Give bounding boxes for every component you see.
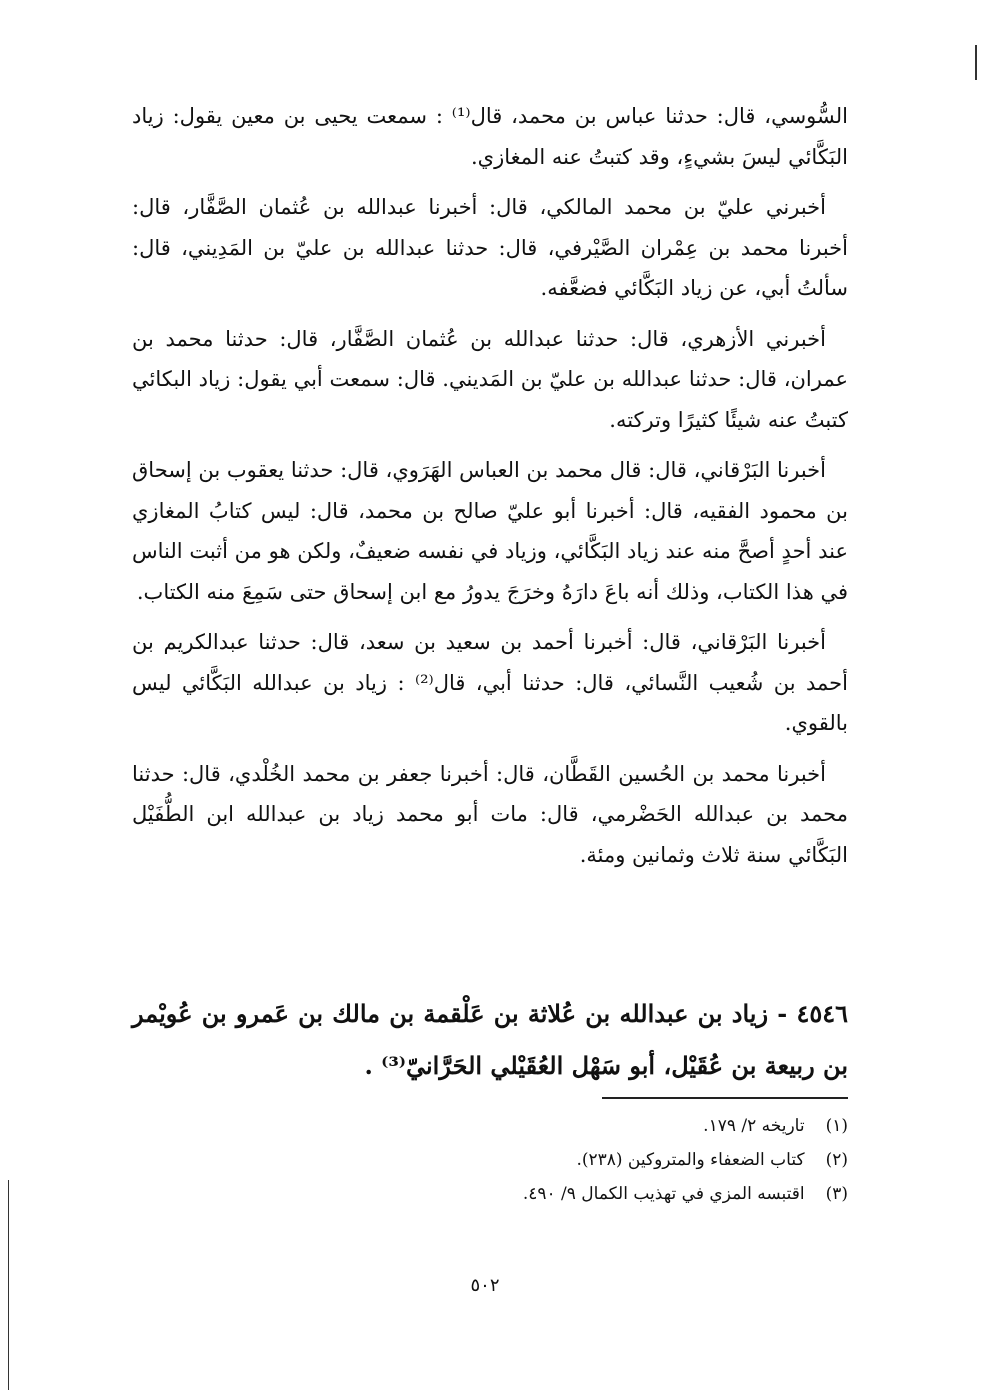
biography-entry-heading <box>132 988 848 1092</box>
main-text <box>132 96 848 885</box>
scan-edge-mark-left <box>8 1180 9 1390</box>
footnotes <box>300 1109 848 1211</box>
footnote <box>300 1143 848 1177</box>
paragraph: أخبرنا محمد بن الحُسين القَطَّان، قال: أخبرنا جعفر بن محمد الخُلْدي، قال: حدثنا محمد بن عبدالله الحَضْرمي، قال: مات أبو محمد زياد بن عبدالله ابن الطُّفَيْل البَكَّائي سنة ثلاث وثمانين ومئة. <box>132 761 848 867</box>
page-number: ٥٠٢ <box>470 1275 500 1296</box>
entry-title: - زياد بن عبدالله بن عُلاثة بن عَلْقمة بن مالك بن عَمرو بن عُويْمر بن ربيعة بن عُقَيْل، أبو سَهْل العُقَيْلي الحَرَّانيّ⁽³⁾ . <box>132 999 848 1080</box>
entry-number: ٤٥٤٦ <box>796 999 848 1028</box>
paragraph: أخبرنا البَرْقاني، قال: قال محمد بن العباس الهَرَوي، قال: حدثنا يعقوب بن إسحاق بن محمود الفقيه، قال: أخبرنا أبو عليّ صالح بن محمد، قال: ليس كتابُ المغازي عند أحدٍ أصحَّ منه عند زياد البَكَّائي، وزياد في نفسه ضعيفٌ، ولكن هو من أثبت الناس في هذا الكتاب، وذلك أنه باعَ دارَهُ وخرَجَ يدورُ مع ابن إسحاق حتى سَمِعَ منه الكتاب. <box>132 458 848 604</box>
footnote-number: (٣) <box>825 1184 848 1204</box>
footnote-text: كتاب الضعفاء والمتروكين (٢٣٨). <box>576 1150 805 1170</box>
scan-edge-mark-top-right <box>975 45 977 80</box>
footnote-text: اقتبسه المزي في تهذيب الكمال ٩/ ٤٩٠. <box>522 1184 805 1204</box>
footnote-number: (٢) <box>825 1150 848 1170</box>
footnote-number: (١) <box>825 1116 848 1136</box>
footnote-separator <box>602 1097 848 1099</box>
footnote <box>300 1177 848 1211</box>
footnote-text: تاريخه ٢/ ١٧٩. <box>703 1116 805 1136</box>
paragraph: السُّوسي، قال: حدثنا عباس بن محمد، قال⁽¹⁾ : سمعت يحيى بن معين يقول: زياد البَكَّائي ليسَ بشيءٍ، وقد كتبتُ عنه المغازي. <box>132 104 849 169</box>
paragraph: أخبرنا البَرْقاني، قال: أخبرنا أحمد بن سعيد بن سعد، قال: حدثنا عبدالكريم بن أحمد بن شُعيب النَّسائي، قال: حدثنا أبي، قال⁽²⁾ : زياد بن عبدالله البَكَّائي ليس بالقوي. <box>132 630 848 735</box>
paragraph: أخبرني عليّ بن محمد المالكي، قال: أخبرنا عبدالله بن عُثمان الصَّفَّار، قال: أخبرنا محمد بن عِمْران الصَّيْرفي، قال: حدثنا عبدالله بن عليّ بن المَدِيني، قال: سألتُ أبي، عن زياد البَكَّائي فضعَّفه. <box>132 195 848 300</box>
paragraph: أخبرني الأزهري، قال: حدثنا عبدالله بن عُثمان الصَّفَّار، قال: حدثنا محمد بن عمران، قال: حدثنا عبدالله بن عليّ بن المَديني. قال: سمعت أبي يقول: زياد البكائي كتبتُ عنه شيئًا كثيرًا وتركته. <box>132 326 848 432</box>
footnote <box>300 1109 848 1143</box>
